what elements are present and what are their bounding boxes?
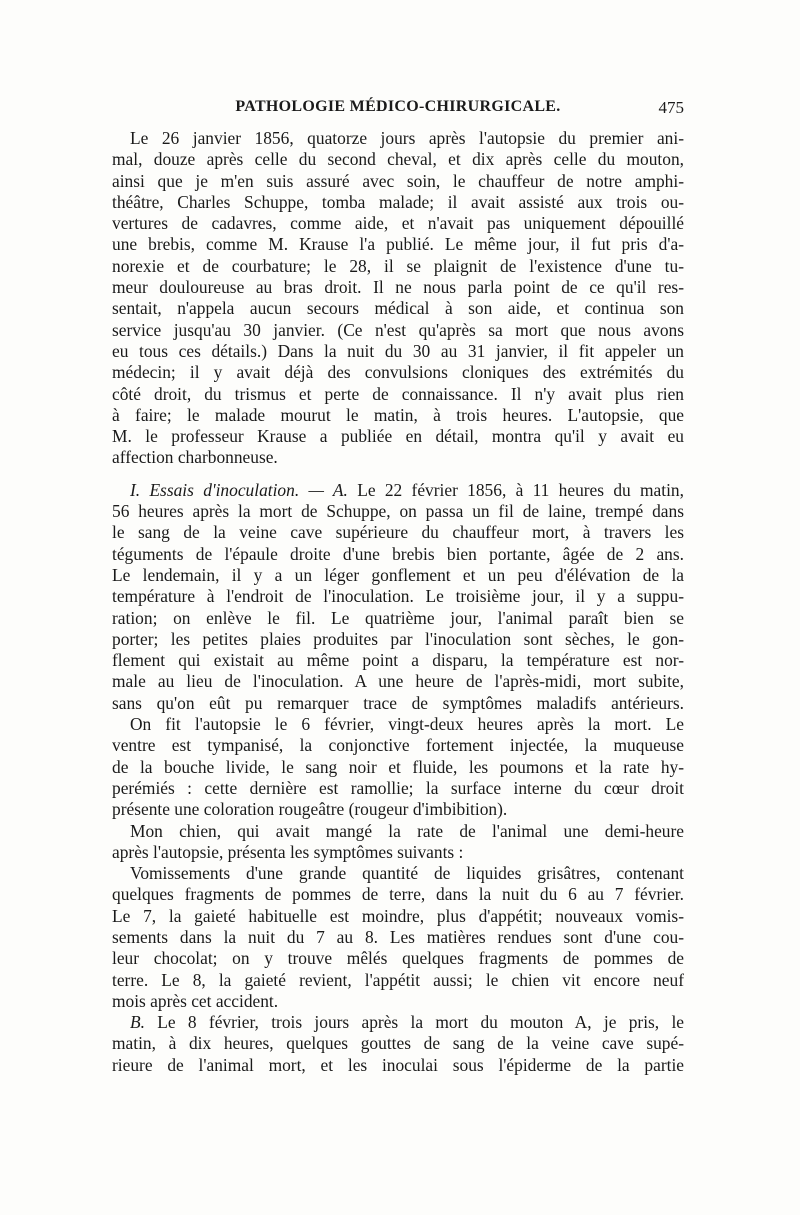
paragraph [112,863,684,1012]
running-header [112,98,684,122]
text-line: téguments de l'épaule droite d'une brebis bien portante, âgée de 2 ans. [112,543,684,564]
text-line: eu tous ces détails.) Dans la nuit du 30 au 31 janvier, il fit appeler un [112,340,684,361]
text-line: meur douloureuse au bras droit. Il ne nous parla point de ce qu'il res- [112,277,684,298]
text-line [112,1012,684,1033]
text-line: rieure de l'animal mort, et les inoculai sous l'épiderme de la partie [112,1054,684,1075]
text-line: male au lieu de l'inoculation. A une heure de l'après-midi, mort subite, [112,671,684,692]
text-line: Vomissements d'une grande quantité de liquides grisâtres, contenant [130,863,684,884]
text-line: sements dans la nuit du 7 au 8. Les matières rendues sont d'une cou- [112,926,684,947]
text-line: ainsi que je m'en suis assuré avec soin, le chauffeur de notre amphi- [112,170,684,191]
text-line: perémiés : cette dernière est ramollie; la surface interne du cœur droit [112,777,684,798]
paragraph [112,128,684,469]
text-line: flement qui existait au même point a disparu, la température est nor- [112,650,684,671]
section-gap [112,469,684,480]
text-line-rest: Le 8 février, trois jours après la mort du mouton A, je pris, le [144,1012,684,1033]
text-line: de la bouche livide, le sang noir et fluide, les poumons et la rate hy- [112,756,684,777]
text-line: une brebis, comme M. Krause l'a publié. Le même jour, il fut pris d'a- [112,234,684,255]
text-line: matin, à dix heures, quelques gouttes de sang de la veine cave supé- [112,1033,684,1054]
text-line: 56 heures après la mort de Schuppe, on passa un fil de laine, trempé dans [112,501,684,522]
text-line: service jusqu'au 30 janvier. (Ce n'est qu'après sa mort que nous avons [112,319,684,340]
text-line [112,480,684,501]
text-line: On fit l'autopsie le 6 février, vingt-deux heures après la mort. Le [130,714,684,735]
text-line: présente une coloration rougeâtre (rougeur d'imbibition). [112,799,508,820]
text-line: Mon chien, qui avait mangé la rate de l'animal une demi-heure [130,820,684,841]
text-line: mal, douze après celle du second cheval, et dix après celle du mouton, [112,149,684,170]
text-line: norexie et de courbature; le 28, il se plaignit de l'existence d'une tu- [112,255,684,276]
text-line: terre. Le 8, la gaieté revient, l'appétit aussi; le chien vit encore neuf [112,969,684,990]
text-line: vertures de cadavres, comme aide, et n'avait pas uniquement dépouillé [112,213,684,234]
section-lead: I. Essais d'inoculation. — A. [130,479,348,500]
text-line: après l'autopsie, présenta les symptômes suivants : [112,841,464,862]
section-lead: B. [130,1012,145,1033]
text-line-rest: Le 22 février 1856, à 11 heures du matin, [347,479,684,500]
paragraph [112,480,684,714]
text-line: affection charbonneuse. [112,447,278,468]
text-line: porter; les petites plaies produites par l'inoculation sont sèches, le gon- [112,628,684,649]
body-text [112,128,684,1076]
text-line: M. le professeur Krause a publiée en détail, montra qu'il y avait eu [112,426,684,447]
paragraph [112,1012,684,1076]
text-line: température à l'endroit de l'inoculation. Le troisième jour, il y a suppu- [112,586,684,607]
page-number: 475 [658,98,684,117]
text-line: ventre est tympanisé, la conjonctive fortement injectée, la muqueuse [112,735,684,756]
text-line: Le lendemain, il y a un léger gonflement et un peu d'élévation de la [112,564,684,585]
text-line: Le 26 janvier 1856, quatorze jours après l'autopsie du premier ani- [130,128,684,148]
text-line: leur chocolat; on y trouve mêlés quelques fragments de pommes de [112,948,684,969]
text-line: Le 7, la gaieté habituelle est moindre, plus d'appétit; nouveaux vomis- [112,905,684,926]
text-line: à faire; le malade mourut le matin, à trois heures. L'autopsie, que [112,404,684,425]
paragraph [112,821,684,864]
text-line: théâtre, Charles Schuppe, tomba malade; il avait assisté aux trois ou- [112,191,684,212]
text-line: médecin; il y avait déjà des convulsions cloniques des extrémités du [112,362,684,383]
text-line: côté droit, du trismus et perte de connaissance. Il n'y avait plus rien [112,383,684,404]
text-line: sentait, n'appela aucun secours médical à son aide, et continua son [112,298,684,319]
text-line: quelques fragments de pommes de terre, dans la nuit du 6 au 7 février. [112,884,684,905]
paragraph [112,714,684,820]
text-line: ration; on enlève le fil. Le quatrième jour, l'animal paraît bien se [112,607,684,628]
text-line: le sang de la veine cave supérieure du chauffeur mort, à travers les [112,522,684,543]
text-line: sans qu'on eût pu remarquer trace de symptômes maladifs antérieurs. [112,692,684,713]
text-line: mois après cet accident. [112,990,279,1011]
header-title: PATHOLOGIE MÉDICO-CHIRURGICALE. [235,98,561,115]
